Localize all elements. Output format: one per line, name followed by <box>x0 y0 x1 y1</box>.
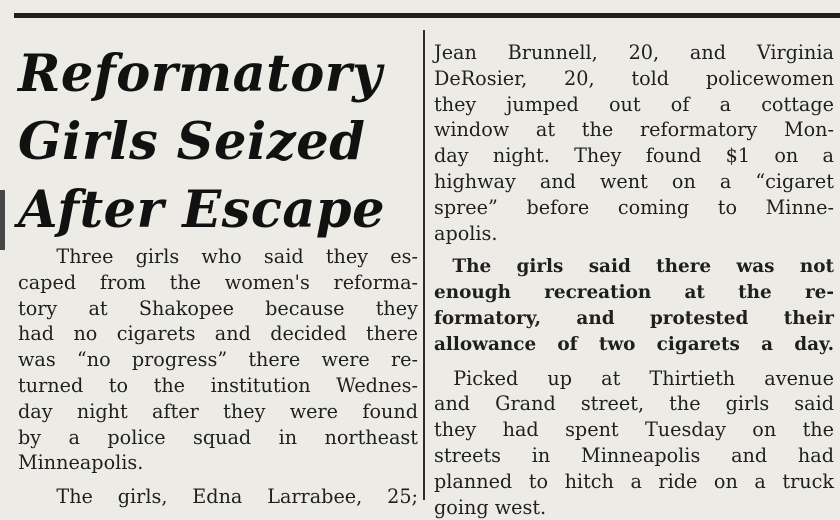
text-line: by a police squad in northeast <box>18 425 418 449</box>
text-line: going west. <box>434 495 547 519</box>
text-line: was “no progress” there were re- <box>18 348 418 372</box>
text-line: streets in Minneapolis and had <box>434 443 834 467</box>
text-line: caped from the women's reforma- <box>18 270 418 294</box>
text-line: they jumped out of a cottage <box>434 92 834 116</box>
text-line: Three girls who said they es- <box>56 245 418 268</box>
headline-line: After Escape <box>18 180 386 240</box>
bold-text-line: formatory, and protested their <box>434 307 834 329</box>
left-edge-mark <box>0 190 5 250</box>
text-line: day night. They found $1 on a <box>434 144 834 168</box>
bold-text-line: The girls said there was not <box>452 256 834 278</box>
text-line: DeRosier, 20, told policewomen <box>434 66 834 90</box>
text-line: day night after they were found <box>18 399 418 423</box>
text-line: apolis. <box>434 221 498 245</box>
text-line: tory at Shakopee because they <box>18 296 418 320</box>
text-line: highway and went on a “cigaret <box>434 169 834 193</box>
text-line: window at the reformatory Mon- <box>434 118 834 142</box>
top-rule <box>14 13 840 18</box>
text-line: Jean Brunnell, 20, and Virginia <box>434 41 834 64</box>
text-line: they had spent Tuesday on the <box>434 418 834 442</box>
text-line: Picked up at Thirtieth avenue <box>453 366 834 390</box>
text-line: The girls, Edna Larrabee, 25; <box>56 485 418 509</box>
headline <box>18 40 418 244</box>
text-line: Minneapolis. <box>18 451 144 475</box>
headline-line: Girls Seized <box>18 112 366 172</box>
text-line: and Grand street, the girls said <box>434 392 834 416</box>
text-line: planned to hitch a ride on a truck <box>434 469 834 493</box>
headline-line: Reformatory <box>18 44 383 104</box>
text-line: had no cigarets and decided there <box>18 322 418 346</box>
bold-text-line: allowance of two cigarets a day. <box>434 333 834 355</box>
right-column <box>434 40 834 520</box>
column-divider <box>423 30 425 500</box>
text-line: spree” before coming to Minne- <box>434 195 834 219</box>
bold-text-line: enough recreation at the re- <box>434 282 834 304</box>
left-column <box>18 244 418 510</box>
text-line: turned to the institution Wednes- <box>18 373 418 397</box>
